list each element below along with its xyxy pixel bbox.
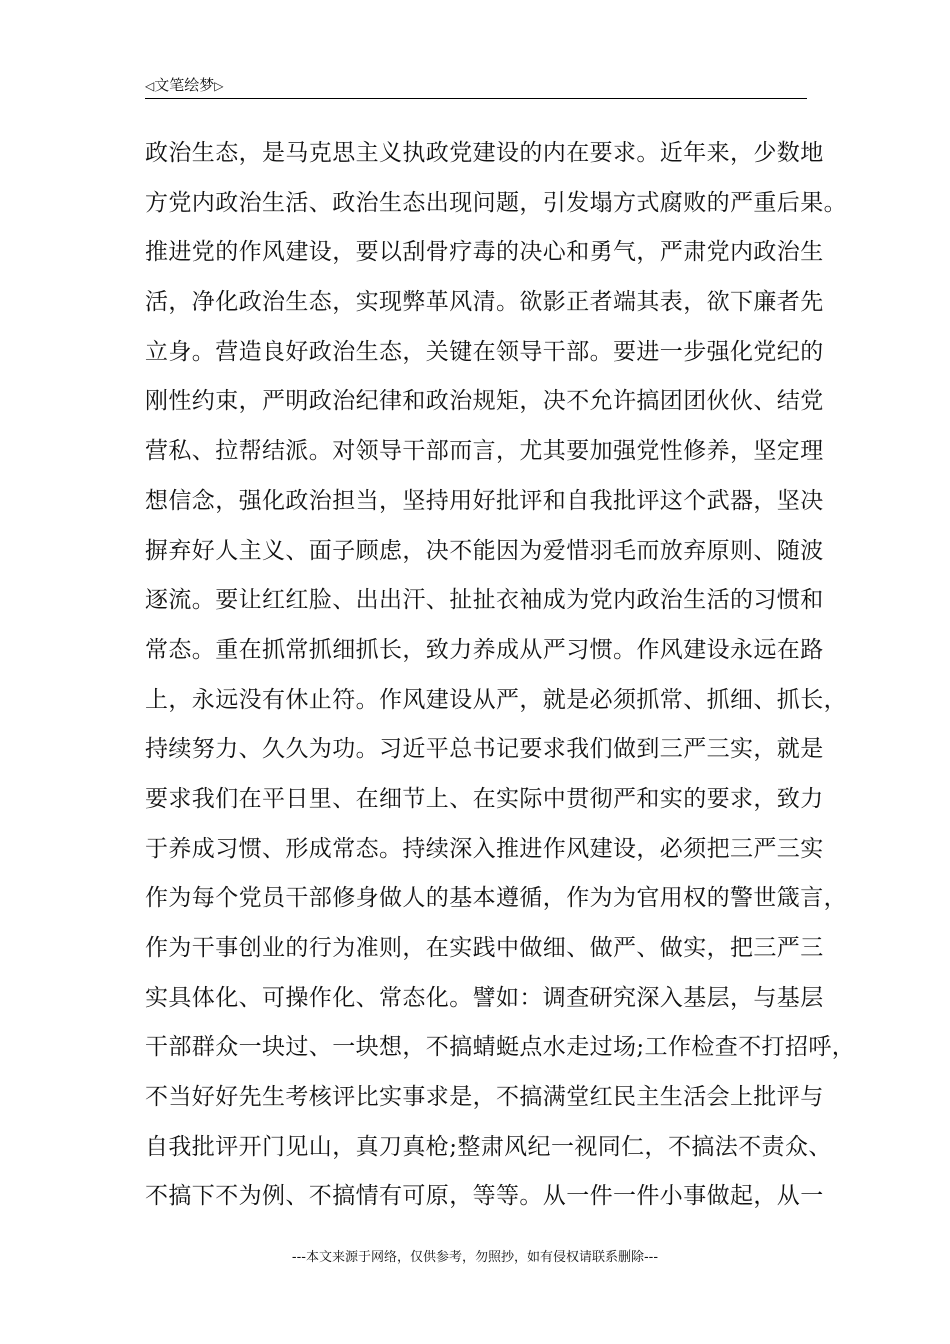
text-line: 常态。重在抓常抓细抓长，致力养成从严习惯。作风建设永远在路 [145, 636, 824, 663]
text-line: 刚性约束，严明政治纪律和政治规矩，决不允许搞团团伙伙、结党 [145, 388, 824, 415]
text-line: 要求我们在平日里、在细节上、在实际中贯彻严和实的要求，致力 [145, 785, 824, 812]
right-triangle-icon: ▷ [214, 79, 224, 93]
text-line: 作为干事创业的行为准则，在实践中做细、做严、做实，把三严三 [145, 935, 824, 961]
text-line: 想信念，强化政治担当，坚持用好批评和自我批评这个武器，坚决 [145, 487, 824, 514]
text-line: 干部群众一块过、一块想，不搞蜻蜓点水走过场;工作检查不打招呼， [145, 1034, 856, 1061]
text-line: 活，净化政治生态，实现弊革风清。欲影正者端其表，欲下廉者先 [145, 289, 824, 316]
text-line: 上，永远没有休止符。作风建设从严，就是必须抓常、抓细、抓长， [145, 686, 847, 713]
text-line: 立身。营造良好政治生态，关键在领导干部。要进一步强化党纪的 [145, 338, 824, 365]
text-line: 营私、拉帮结派。对领导干部而言，尤其要加强党性修养，坚定理 [145, 438, 824, 465]
text-line: 方党内政治生活、政治生态出现问题，引发塌方式腐败的严重后果。 [145, 189, 847, 216]
brand-logo [145, 74, 223, 95]
document-body [145, 129, 856, 1222]
footer-disclaimer: ---本文来源于网络，仅供参考，勿照抄，如有侵权请联系删除--- [291, 1250, 659, 1265]
text-line: 政治生态，是马克思主义执政党建设的内在要求。近年来，少数地 [145, 140, 824, 166]
brand-name: 文笔绘梦 [154, 76, 215, 94]
text-line: 于养成习惯、形成常态。持续深入推进作风建设，必须把三严三实 [145, 835, 824, 862]
text-line: 逐流。要让红红脸、出出汗、扯扯衣袖成为党内政治生活的习惯和 [145, 587, 824, 614]
left-triangle-icon: ◁ [145, 79, 155, 93]
text-line: 持续努力、久久为功。习近平总书记要求我们做到三严三实，就是 [145, 736, 824, 763]
text-line: 不当好好先生考核评比实事求是，不搞满堂红民主生活会上批评与 [145, 1084, 824, 1111]
text-line: 摒弃好人主义、面子顾虑，决不能因为爱惜羽毛而放弃原则、随波 [145, 537, 824, 564]
text-line: 不搞下不为例、不搞情有可原，等等。从一件一件小事做起，从一 [145, 1183, 824, 1210]
text-line: 实具体化、可操作化、常态化。譬如：调查研究深入基层，与基层 [145, 984, 824, 1011]
text-line: 推进党的作风建设，要以刮骨疗毒的决心和勇气，严肃党内政治生 [145, 239, 824, 266]
text-line: 作为每个党员干部修身做人的基本遵循，作为为官用权的警世箴言， [145, 885, 847, 912]
page-header [145, 72, 807, 99]
text-line: 自我批评开门见山，真刀真枪;整肃风纪一视同仁，不搞法不责众、 [145, 1133, 832, 1160]
